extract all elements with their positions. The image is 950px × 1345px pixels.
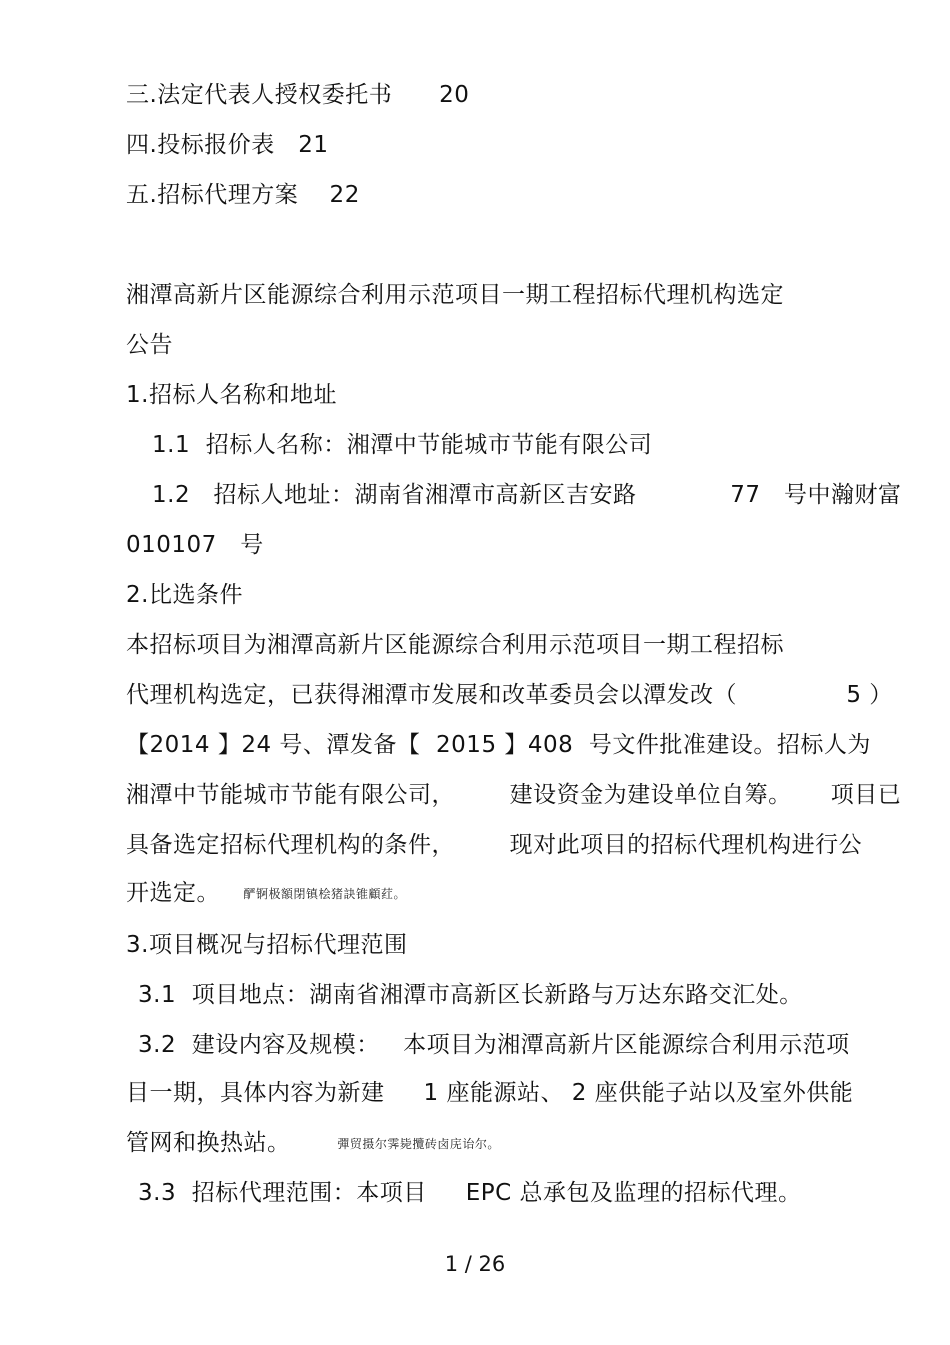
section-3-2-closing-text: 管网和换热站。 bbox=[126, 1130, 291, 1156]
section-3-1-text: 3.1 项目地点：湖南省湘潭市高新区长新路与万达东路交汇处。 bbox=[138, 982, 803, 1008]
section-1-2-continuation: 010107 号 bbox=[126, 532, 264, 558]
section-3-3-text: 3.3 招标代理范围：本项目 EPC 总承包及监理的招标代理。 bbox=[138, 1180, 802, 1206]
hidden-watermark-text-2: 彈贸摄尔霁毙攬砖卤庑诒尔。 bbox=[337, 1137, 500, 1151]
notice-title-line2: 公告 bbox=[126, 332, 173, 358]
section-2-paragraph-line2: 代理机构选定，已获得湘潭市发展和改革委员会以潭发改（ 5 ） bbox=[126, 682, 893, 708]
section-2-paragraph-line3: 【2014 】24 号、潭发备【 2015 】408 号文件批准建设。招标人为 bbox=[126, 732, 871, 758]
notice-title-line1: 湘潭高新片区能源综合利用示范项目一期工程招标代理机构选定 bbox=[126, 282, 784, 308]
section-3-heading: 3.项目概况与招标代理范围 bbox=[126, 932, 408, 958]
section-1-2-text: 1.2 招标人地址：湖南省湘潭市高新区吉安路 77 号中瀚财富 bbox=[152, 482, 902, 508]
section-2-closing-text: 开选定。 bbox=[126, 880, 220, 906]
section-3-2-line2: 目一期，具体内容为新建 1 座能源站、 2 座供能子站以及室外供能 bbox=[126, 1080, 854, 1106]
section-2-paragraph-line4: 湘潭中节能城市节能有限公司， 建设资金为建设单位自筹。 项目已 bbox=[126, 782, 902, 808]
section-2-paragraph-line6 bbox=[126, 878, 406, 908]
toc-item-5: 五.招标代理方案 22 bbox=[126, 182, 360, 208]
section-2-heading: 2.比选条件 bbox=[126, 582, 243, 608]
section-1-heading: 1.招标人名称和地址 bbox=[126, 382, 337, 408]
toc-item-3: 三.法定代表人授权委托书 20 bbox=[126, 82, 470, 108]
toc-item-4: 四.投标报价表 21 bbox=[126, 132, 329, 158]
section-2-paragraph-line5: 具备选定招标代理机构的条件， 现对此项目的招标代理机构进行公 bbox=[126, 832, 863, 858]
hidden-watermark-text: 酽锕极額閉镇桧猪訣锥顧荭。 bbox=[243, 887, 406, 901]
page-number: 1 / 26 bbox=[444, 1252, 506, 1276]
section-3-2-line1: 3.2 建设内容及规模： 本项目为湘潭高新片区能源综合利用示范项 bbox=[138, 1032, 850, 1058]
section-1-1-text: 1.1 招标人名称：湘潭中节能城市节能有限公司 bbox=[152, 432, 653, 458]
section-2-paragraph-line1: 本招标项目为湘潭高新片区能源综合利用示范项目一期工程招标 bbox=[126, 632, 784, 658]
section-3-2-line3 bbox=[126, 1128, 500, 1158]
